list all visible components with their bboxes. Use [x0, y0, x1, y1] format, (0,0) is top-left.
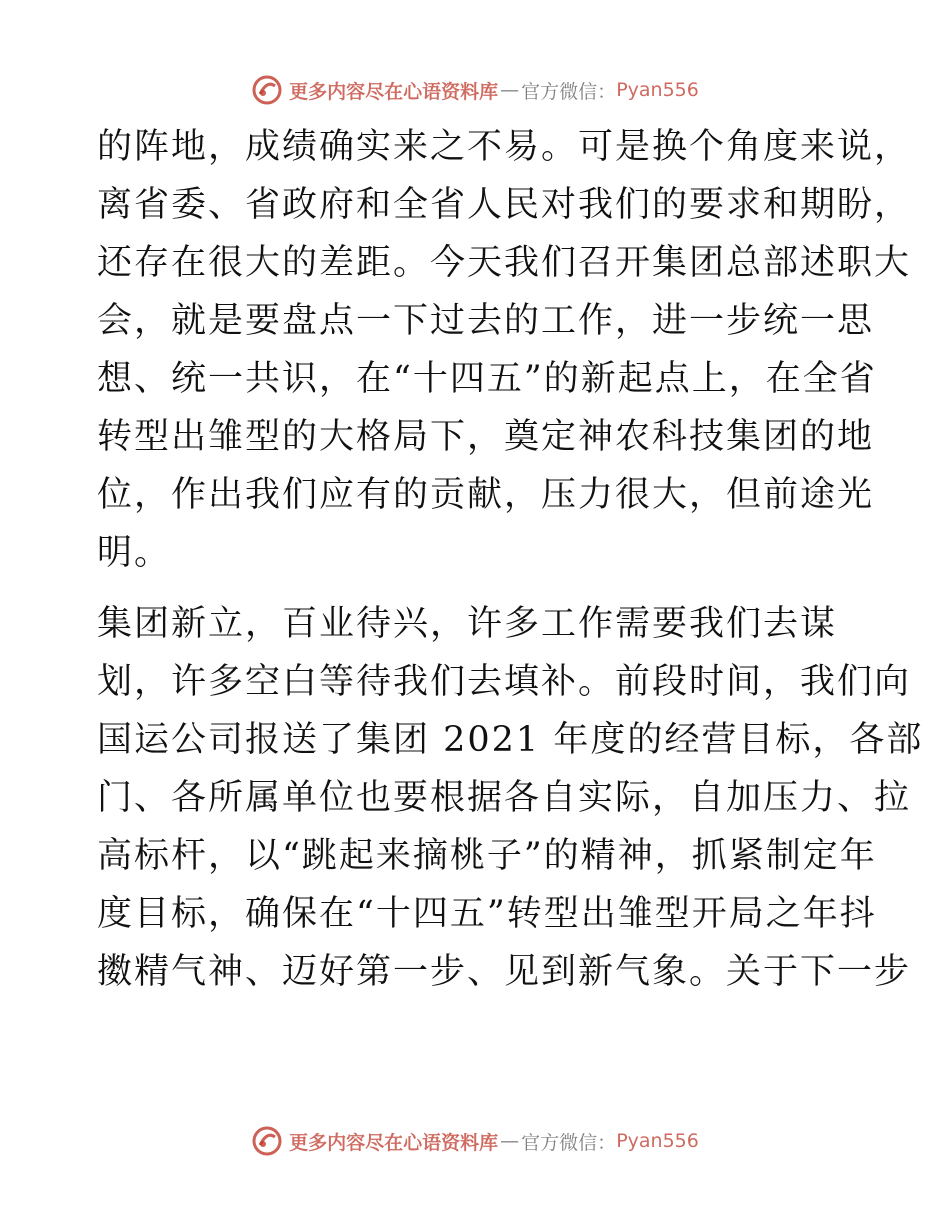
brand-logo-icon	[251, 1125, 283, 1157]
text-line: 划，许多空白等待我们去填补。前段时间，我们向	[97, 662, 912, 702]
header-banner-wechat-label: 官方微信：	[521, 80, 617, 103]
brand-logo-icon	[251, 74, 283, 106]
text-line: 度目标，确保在“十四五”转型出雏型开局之年抖	[97, 894, 877, 934]
footer-banner-wechat-id: Pyan556	[616, 1130, 699, 1152]
text-line: 集团新立，百业待兴，许多工作需要我们去谋	[97, 604, 838, 644]
footer-banner-wechat-label: 官方微信：	[521, 1131, 617, 1154]
text-line: 的阵地，成绩确实来之不易。可是换个角度来说，	[97, 127, 912, 167]
paragraph-2	[97, 595, 924, 1001]
footer-banner	[0, 1124, 950, 1158]
text-line: 还存在很大的差距。今天我们召开集团总部述职大	[97, 243, 912, 283]
text-line: 擞精气神、迈好第一步、见到新气象。关于下一步	[97, 952, 912, 992]
document-body	[97, 118, 924, 1001]
text-line: 转型出雏型的大格局下，奠定神农科技集团的地	[97, 417, 875, 457]
text-line: 位，作出我们应有的贡献，压力很大，但前途光	[97, 475, 875, 515]
header-banner-separator: —	[500, 79, 520, 101]
header-banner	[0, 73, 950, 107]
text-line: 明。	[97, 533, 172, 573]
footer-banner-separator: —	[500, 1130, 520, 1152]
footer-banner-title: 更多内容尽在心语资料库	[289, 1131, 499, 1154]
text-line: 高标杆，以“跳起来摘桃子”的精神，抓紧制定年	[97, 836, 877, 876]
header-banner-wechat-id: Pyan556	[616, 79, 699, 101]
text-line: 离省委、省政府和全省人民对我们的要求和期盼，	[97, 185, 912, 225]
text-line: 想、统一共识，在“十四五”的新起点上，在全省	[97, 359, 877, 399]
header-banner-title: 更多内容尽在心语资料库	[289, 80, 499, 103]
text-line: 门、各所属单位也要根据各自实际，自加压力、拉	[97, 778, 912, 818]
text-line: 会，就是要盘点一下过去的工作，进一步统一思	[97, 301, 875, 341]
paragraph-gap	[97, 582, 857, 595]
text-line: 国运公司报送了集团 2021 年度的经营目标，各部	[97, 720, 924, 760]
paragraph-1	[97, 118, 912, 582]
